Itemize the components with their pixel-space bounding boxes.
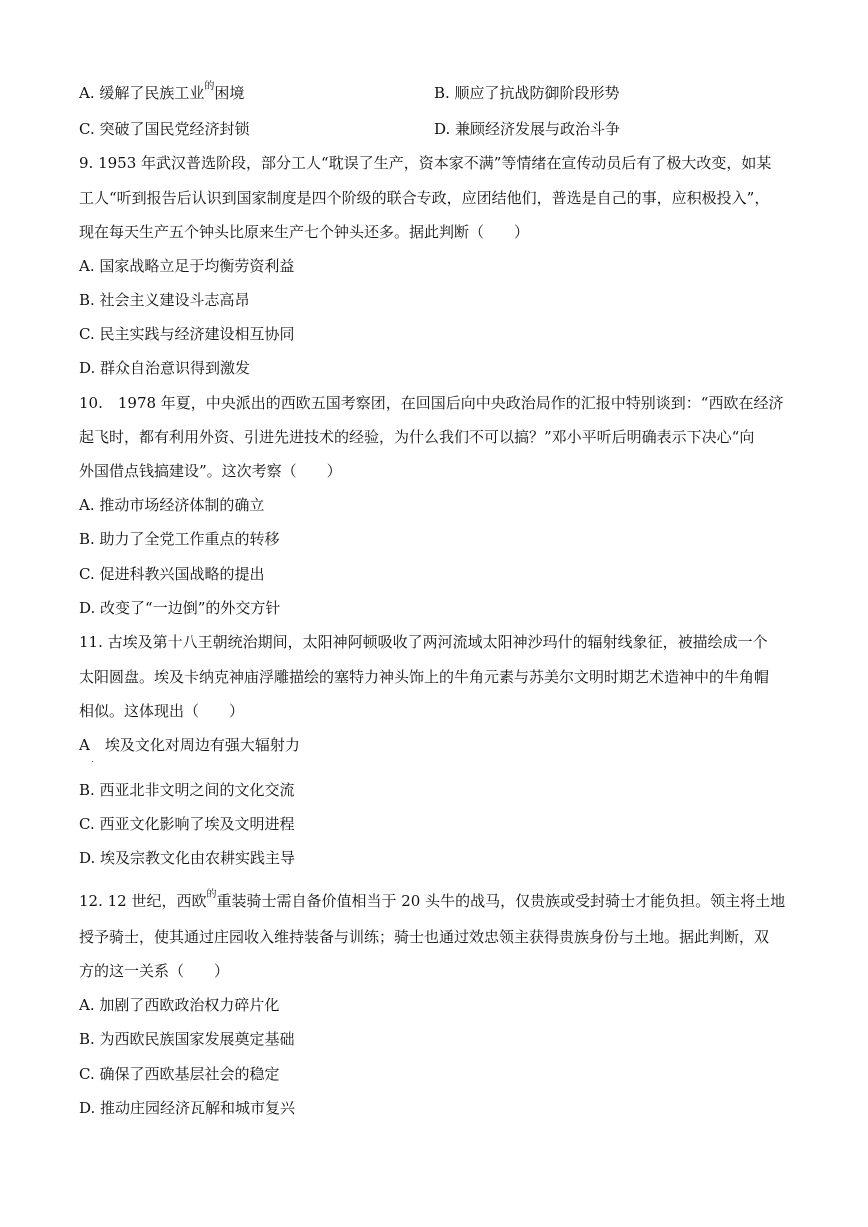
q11-option-c: C. 西亚文化影响了埃及文明进程: [79, 815, 295, 833]
q10-option-a: A. 推动市场经济体制的确立: [79, 496, 265, 514]
q12-option-b: B. 为西欧民族国家发展奠定基础: [79, 1030, 295, 1048]
q12-option-a: A. 加剧了西欧政治权力碎片化: [79, 996, 280, 1014]
q8-option-a-tail: 困境: [214, 84, 245, 102]
q12-stem-line1-end: 重装骑士需自备价值相当于 20 头牛的战马，仅贵族或受封骑士才能负担。领主将土地: [216, 892, 786, 910]
q11-stem-line2: 太阳圆盘。埃及卡纳克神庙浮雕描绘的塞特力神头饰上的牛角元素与苏美尔文明时期艺术造神中的牛角帽: [79, 668, 770, 686]
q8-option-d: D. 兼顾经济发展与政治斗争: [434, 120, 621, 138]
q12-stem-line1-start: 12. 12 世纪，西欧: [79, 892, 207, 910]
q9-option-c: C. 民主实践与经济建设相互协同: [79, 325, 295, 343]
q8-option-a-text: A. 缓解了民族工业: [79, 84, 205, 102]
q12-stem-line2: 授予骑士，使其通过庄园收入维持装备与训练；骑士也通过效忠领主获得贵族身份与土地。据此判断，双: [79, 928, 770, 946]
q10-stem-line3: 外国借点钱搞建设”。这次考察（ ）: [79, 462, 342, 480]
q9-stem-line1: 9. 1953 年武汉普选阶段，部分工人“耽误了生产，资本家不满”等情绪在宣传动员后有了极大改变，如某: [79, 154, 772, 172]
q11-option-d: D. 埃及宗教文化由农耕实践主导: [79, 849, 296, 867]
q8-option-b: B. 顺应了抗战防御阶段形势: [434, 84, 620, 102]
q12-stem-line1-sup: 的: [206, 889, 217, 900]
q11-option-a-dot: .: [91, 755, 94, 764]
q9-stem-line2: 工人“听到报告后认识到国家制度是四个阶级的联合专政，应团结他们，普选是自己的事，应积极投入”，: [79, 189, 770, 207]
q11-stem-line3: 相似。这体现出（ ）: [79, 702, 245, 720]
q10-option-c: C. 促进科教兴国战略的提出: [79, 565, 265, 583]
q9-option-a: A. 国家战略立足于均衡劳资利益: [79, 257, 295, 275]
q11-option-b: B. 西亚北非文明之间的文化交流: [79, 781, 295, 799]
q12-stem-line1: [79, 890, 785, 912]
q12-option-c: C. 确保了西欧基层社会的稳定: [79, 1065, 280, 1083]
q10-option-b: B. 助力了全党工作重点的转移: [79, 530, 280, 548]
q10-stem-line1: 10. 1978 年夏，中央派出的西欧五国考察团，在回国后向中央政治局作的汇报中特别谈到：“西欧在经济: [79, 394, 784, 412]
q9-option-d: D. 群众自治意识得到激发: [79, 359, 251, 377]
q10-stem-line2: 起飞时，都有利用外资、引进先进技术的经验，为什么我们不可以搞？”邓小平听后明确表示下决心“向: [79, 428, 755, 446]
q12-stem-line3: 方的这一关系（ ）: [79, 962, 230, 980]
q8-option-a: [79, 82, 244, 104]
q10-option-d: D. 改变了“一边倒”的外交方针: [79, 599, 281, 617]
q9-stem-line3: 现在每天生产五个钟头比原来生产七个钟头还多。据此判断（ ）: [79, 223, 530, 241]
q9-option-b: B. 社会主义建设斗志高昂: [79, 291, 250, 309]
q11-option-a: A 埃及文化对周边有强大辐射力: [79, 736, 300, 754]
q12-option-d: D. 推动庄园经济瓦解和城市复兴: [79, 1099, 296, 1117]
q11-stem-line1: 11. 古埃及第十八王朝统治期间，太阳神阿顿吸收了两河流域太阳神沙玛什的辐射线象征，被描绘成一个: [79, 633, 768, 651]
q8-option-c: C. 突破了国民党经济封锁: [79, 120, 250, 138]
q8-option-a-sup: 的: [204, 81, 215, 92]
